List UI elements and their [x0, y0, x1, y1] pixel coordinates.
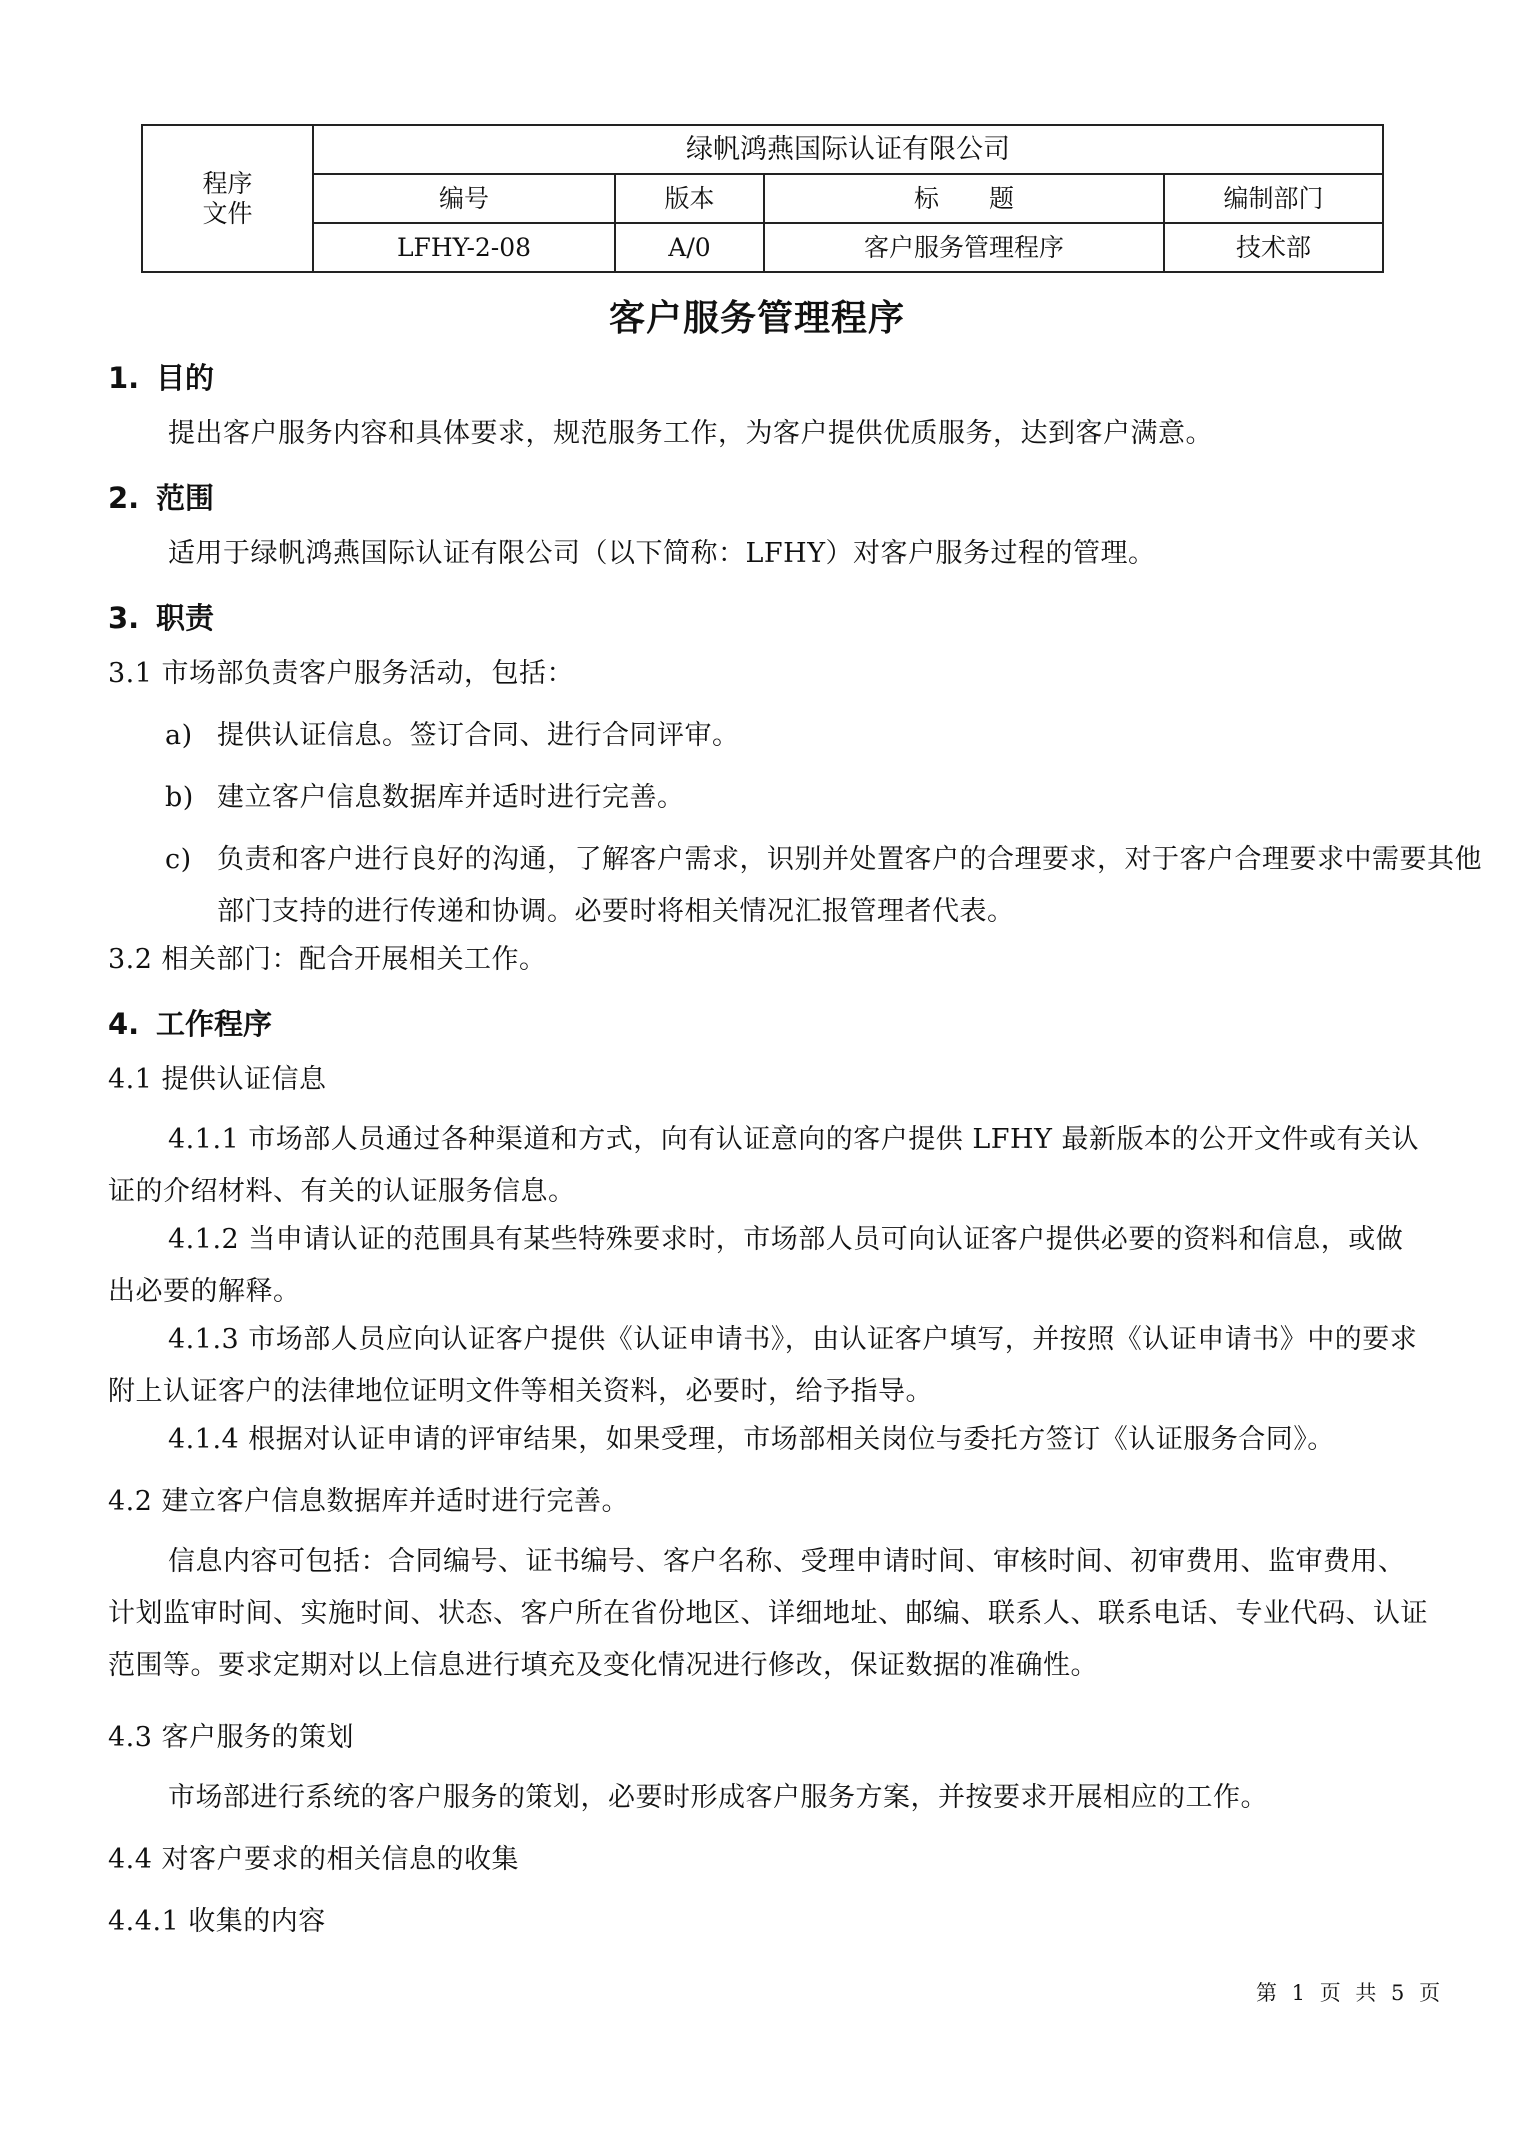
- section-title: 职责: [156, 601, 215, 635]
- section-title: 目的: [156, 361, 215, 395]
- doc-version: A/0: [615, 223, 764, 272]
- clause-4-2: 4.2 建立客户信息数据库并适时进行完善。: [108, 1486, 630, 1517]
- section-heading-purpose: [108, 356, 214, 397]
- item-label: b): [165, 782, 194, 813]
- doc-title-cell: 客户服务管理程序: [764, 223, 1164, 272]
- list-item-c: [165, 834, 1482, 938]
- item-label: c): [165, 844, 192, 875]
- header-table: [141, 124, 1384, 273]
- clause-4-1-2: 4.1.2 当申请认证的范围具有某些特殊要求时，市场部人员可向认证客户提供必要的资料和信息，或做出必要的解释。: [108, 1224, 1404, 1307]
- item-text: 建立客户信息数据库并适时进行完善。: [217, 782, 685, 813]
- clause-4-3: 4.3 客户服务的策划: [108, 1722, 355, 1753]
- list-item-b: [165, 772, 1482, 824]
- doc-number: LFHY-2-08: [313, 223, 615, 272]
- clause-4-1-3: 4.1.3 市场部人员应向认证客户提供《认证申请书》，由认证客户填写，并按照《认证申请书》中的要求附上认证客户的法律地位证明文件等相关资料，必要时，给予指导。: [108, 1324, 1418, 1407]
- page-title: 客户服务管理程序: [608, 297, 905, 339]
- section-heading-scope: [108, 476, 214, 517]
- section-number: 1.: [108, 361, 140, 395]
- clause-4-4: 4.4 对客户要求的相关信息的收集: [108, 1844, 520, 1875]
- section-number: 2.: [108, 481, 140, 515]
- clause-3-1: 3.1 市场部负责客户服务活动，包括：: [108, 658, 575, 689]
- section-heading-procedure: [108, 1002, 272, 1043]
- purpose-text: 提出客户服务内容和具体要求，规范服务工作，为客户提供优质服务，达到客户满意。: [168, 418, 1213, 449]
- page-footer: 第 1 页 共 5 页: [1256, 1981, 1445, 2005]
- item-label: a): [165, 720, 193, 751]
- clause-4-1: 4.1 提供认证信息: [108, 1064, 327, 1095]
- col-header-version: 版本: [615, 174, 764, 223]
- section-title: 工作程序: [156, 1007, 273, 1041]
- list-item-a: [165, 710, 1482, 762]
- clause-4-1-1: 4.1.1 市场部人员通过各种渠道和方式，向有认证意向的客户提供 LFHY 最新版本的公开文件或有关认证的介绍材料、有关的认证服务信息。: [108, 1124, 1419, 1207]
- section-number: 3.: [108, 601, 140, 635]
- clause-4-3-text: 市场部进行系统的客户服务的策划，必要时形成客户服务方案，并按要求开展相应的工作。: [168, 1782, 1268, 1813]
- item-text: 提供认证信息。签订合同、进行合同评审。: [217, 720, 740, 751]
- doc-department: 技术部: [1164, 223, 1383, 272]
- col-header-number: 编号: [313, 174, 615, 223]
- company-name: 绿帆鸿燕国际认证有限公司: [313, 125, 1383, 174]
- doc-type-line-2: 文件: [202, 198, 253, 228]
- clause-3-2: 3.2 相关部门：配合开展相关工作。: [108, 944, 547, 975]
- clause-4-4-1: 4.4.1 收集的内容: [108, 1906, 326, 1937]
- item-text: 负责和客户进行良好的沟通，了解客户需求，识别并处置客户的合理要求，对于客户合理要求中需要其他部门支持的进行传递和协调。必要时将相关情况汇报管理者代表。: [217, 844, 1482, 927]
- doc-type-line-1: 程序: [202, 168, 253, 198]
- clause-4-2-text: 信息内容可包括：合同编号、证书编号、客户名称、受理申请时间、审核时间、初审费用、监审费用、计划监审时间、实施时间、状态、客户所在省份地区、详细地址、邮编、联系人、联系电话、专业代码、认证范围等。要求定期对以上信息进行填充及变化情况进行修改，保证数据的准确性。: [108, 1546, 1428, 1681]
- col-header-title: 标 题: [764, 174, 1164, 223]
- clause-4-1-4: 4.1.4 根据对认证申请的评审结果，如果受理，市场部相关岗位与委托方签订《认证服务合同》。: [168, 1424, 1335, 1455]
- scope-text: 适用于绿帆鸿燕国际认证有限公司（以下简称：LFHY）对客户服务过程的管理。: [168, 538, 1156, 569]
- col-header-department: 编制部门: [1164, 174, 1383, 223]
- section-title: 范围: [156, 481, 215, 515]
- doc-type-cell: [142, 125, 313, 272]
- section-heading-responsibilities: [108, 596, 214, 637]
- section-number: 4.: [108, 1007, 140, 1041]
